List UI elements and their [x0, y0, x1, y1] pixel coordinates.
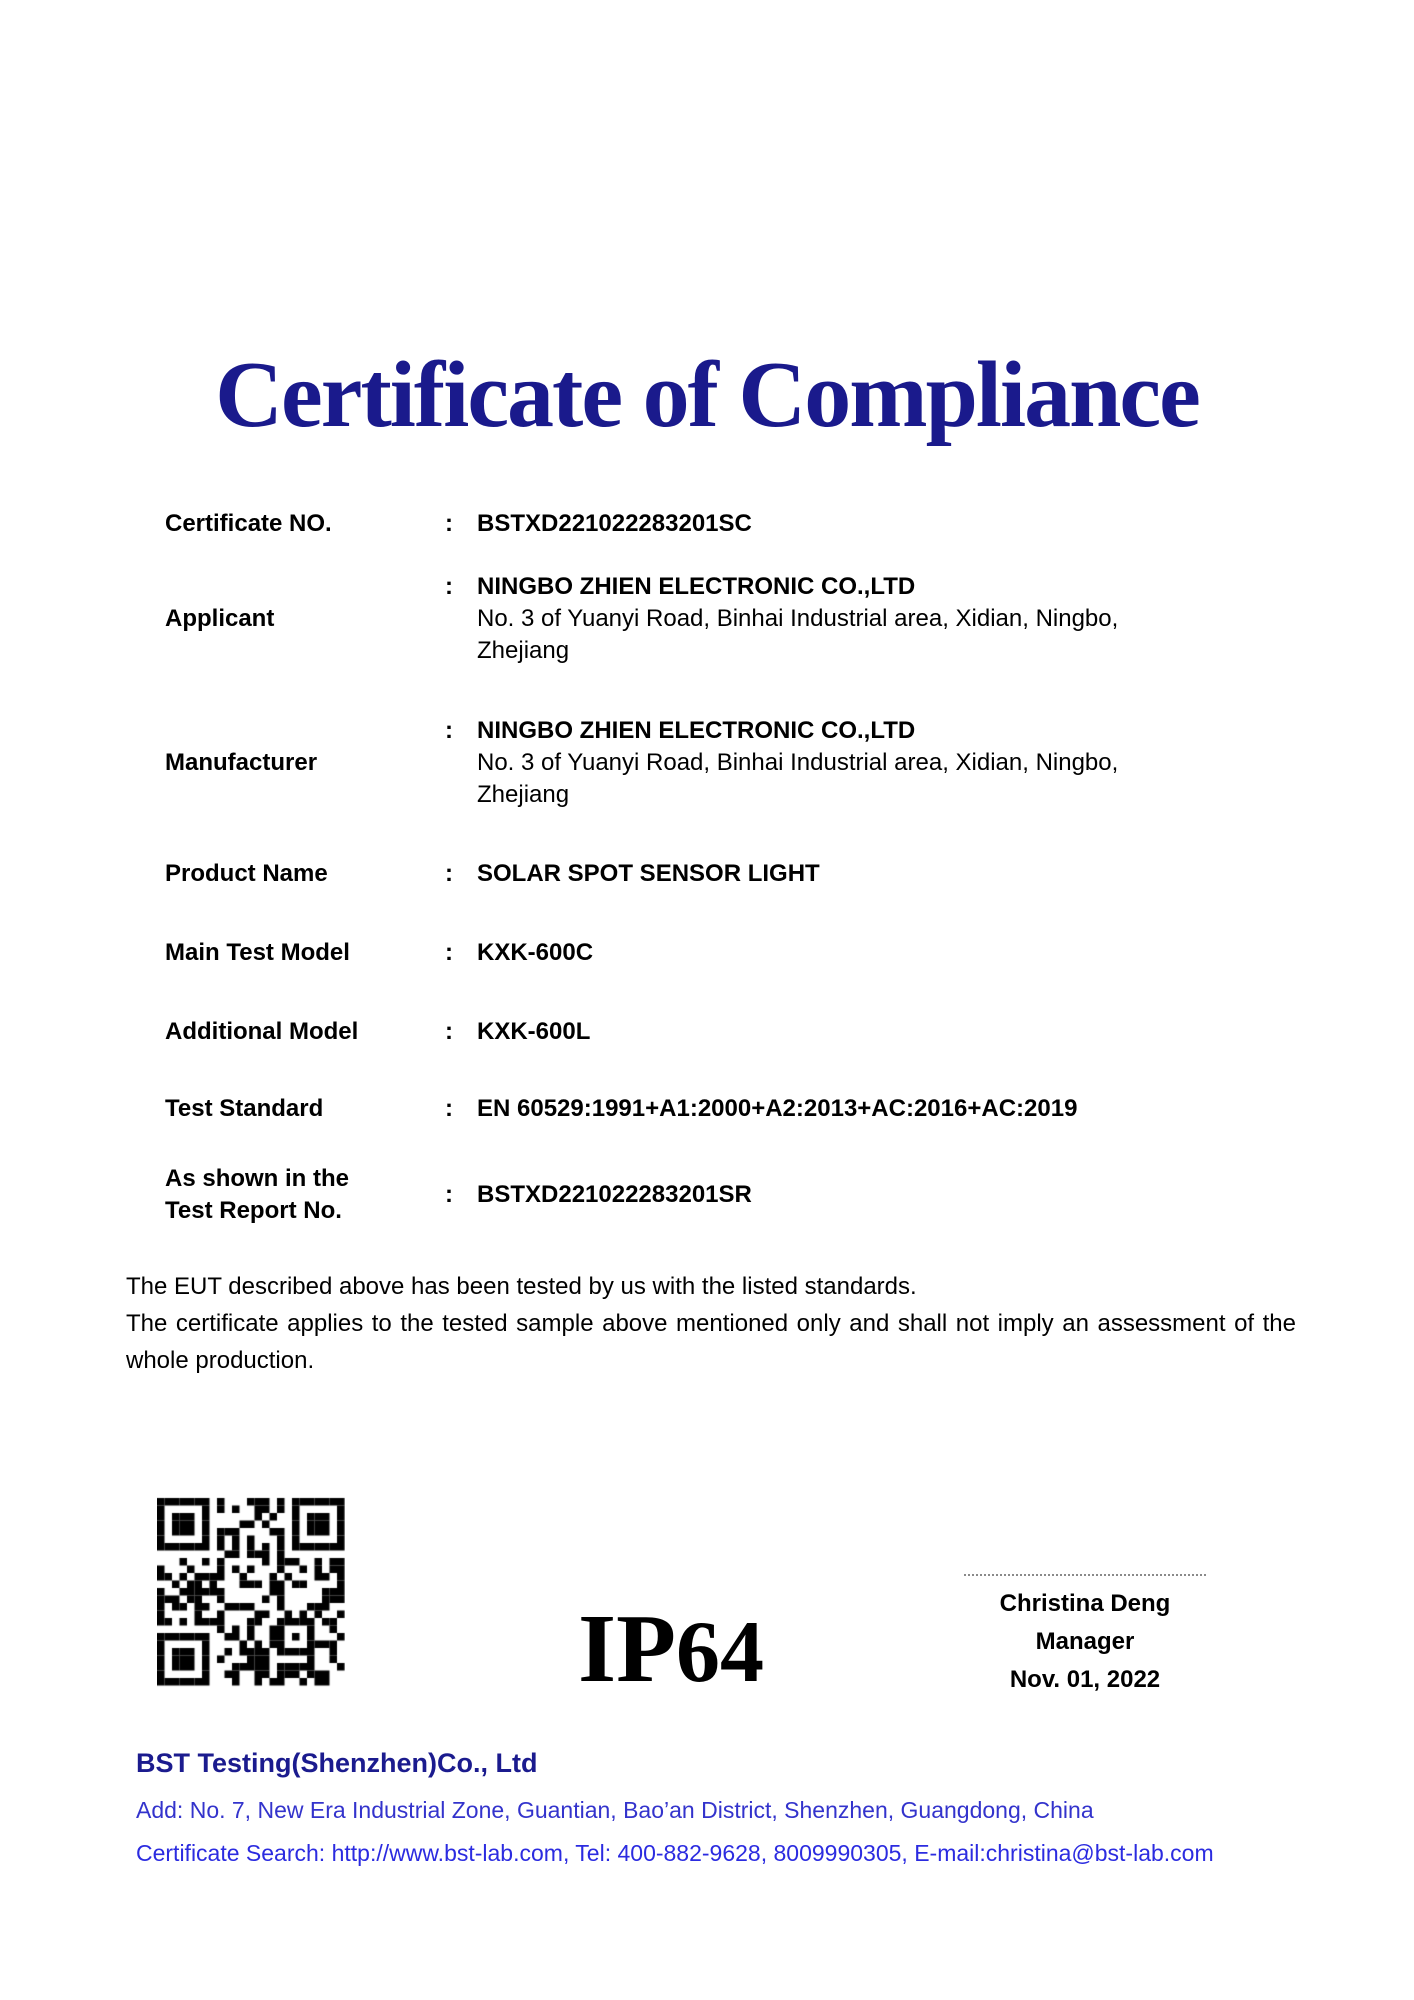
field-row: [165, 1163, 1300, 1227]
field-row: [165, 571, 1300, 667]
field-colon: :: [445, 1018, 453, 1045]
field-colon: :: [445, 717, 453, 744]
field-value: [445, 937, 1300, 969]
signature-dotted-line: [964, 1574, 1206, 1576]
field-label: Main Test Model: [165, 939, 350, 966]
statement-line: The EUT described above has been tested by us with the listed standards.: [126, 1273, 917, 1300]
signature-date: Nov. 01, 2022: [1009, 1666, 1161, 1693]
field-label: Applicant: [165, 605, 275, 632]
field-label: Manufacturer: [165, 749, 318, 776]
field-colon: :: [445, 939, 453, 966]
field-row: [165, 1016, 1300, 1048]
field-colon: :: [445, 510, 453, 537]
field-value-text: BSTXD221022283201SC: [477, 510, 752, 537]
field-value-text: NINGBO ZHIEN ELECTRONIC CO.,LTD: [477, 573, 916, 600]
ip-digits: 64: [676, 1604, 764, 1701]
field-value-text: KXK-600L: [477, 1018, 591, 1045]
field-address-line: No. 3 of Yuanyi Road, Binhai Industrial area, Xidian, Ningbo,: [477, 605, 1119, 632]
fields-section: [165, 508, 1300, 1227]
field-address-line: Zhejiang: [477, 781, 570, 808]
field-row: [165, 937, 1300, 969]
field-value-text: EN 60529:1991+A1:2000+A2:2013+AC:2016+AC:2019: [477, 1095, 1078, 1122]
field-label: Product Name: [165, 860, 328, 887]
ip-rating-stamp: [578, 1595, 764, 1703]
statement-paragraph: [126, 1268, 1296, 1379]
field-label: As shown in the Test Report No.: [165, 1163, 445, 1227]
field-colon: :: [445, 1095, 453, 1122]
field-value: [445, 508, 1300, 540]
field-value-text: BSTXD221022283201SR: [477, 1181, 752, 1208]
field-value: [445, 1016, 1300, 1048]
field-address-line: Zhejiang: [477, 637, 570, 664]
signer-name: Christina Deng: [999, 1590, 1171, 1617]
signer-role: Manager: [1035, 1628, 1135, 1655]
statement-line: The certificate applies to the tested sample above mentioned only and shall not imply an assessment of the whole production.: [126, 1310, 1296, 1374]
company-address: Add: No. 7, New Era Industrial Zone, Guantian, Bao’an District, Shenzhen, Guangdong, China: [136, 1797, 1094, 1823]
qr-code-image: [157, 1497, 345, 1687]
field-label-line2: Test Report No.: [165, 1197, 342, 1224]
field-value-text: KXK-600C: [477, 939, 594, 966]
field-colon: :: [445, 573, 453, 600]
field-label: Test Standard: [165, 1095, 324, 1122]
field-value: [445, 858, 1300, 890]
field-value-text: SOLAR SPOT SENSOR LIGHT: [477, 860, 820, 887]
field-value: [445, 1179, 1300, 1211]
field-value: [445, 1093, 1300, 1125]
company-name: BST Testing(Shenzhen)Co., Ltd: [136, 1748, 538, 1778]
field-row: [165, 508, 1300, 540]
field-colon: :: [445, 860, 453, 887]
field-value: [445, 715, 1300, 811]
field-colon: :: [445, 1181, 453, 1208]
field-label: Certificate NO.: [165, 510, 332, 537]
ip-prefix: IP: [578, 1595, 676, 1703]
certificate-title: Certificate of Compliance: [215, 343, 1199, 447]
field-row: [165, 858, 1300, 890]
field-value: [445, 571, 1300, 667]
field-row: [165, 715, 1300, 811]
field-address-line: No. 3 of Yuanyi Road, Binhai Industrial area, Xidian, Ningbo,: [477, 749, 1119, 776]
field-label: Additional Model: [165, 1018, 359, 1045]
footer-section: [136, 1748, 1214, 1867]
certificate-search-line: Certificate Search: http://www.bst-lab.com, Tel: 400-882-9628, 8009990305, E-mail:christina@bst-lab.com: [136, 1840, 1214, 1866]
field-value-text: NINGBO ZHIEN ELECTRONIC CO.,LTD: [477, 717, 916, 744]
signature-block: [964, 1574, 1206, 1699]
field-row: [165, 1093, 1300, 1125]
qr-code: [157, 1497, 345, 1687]
